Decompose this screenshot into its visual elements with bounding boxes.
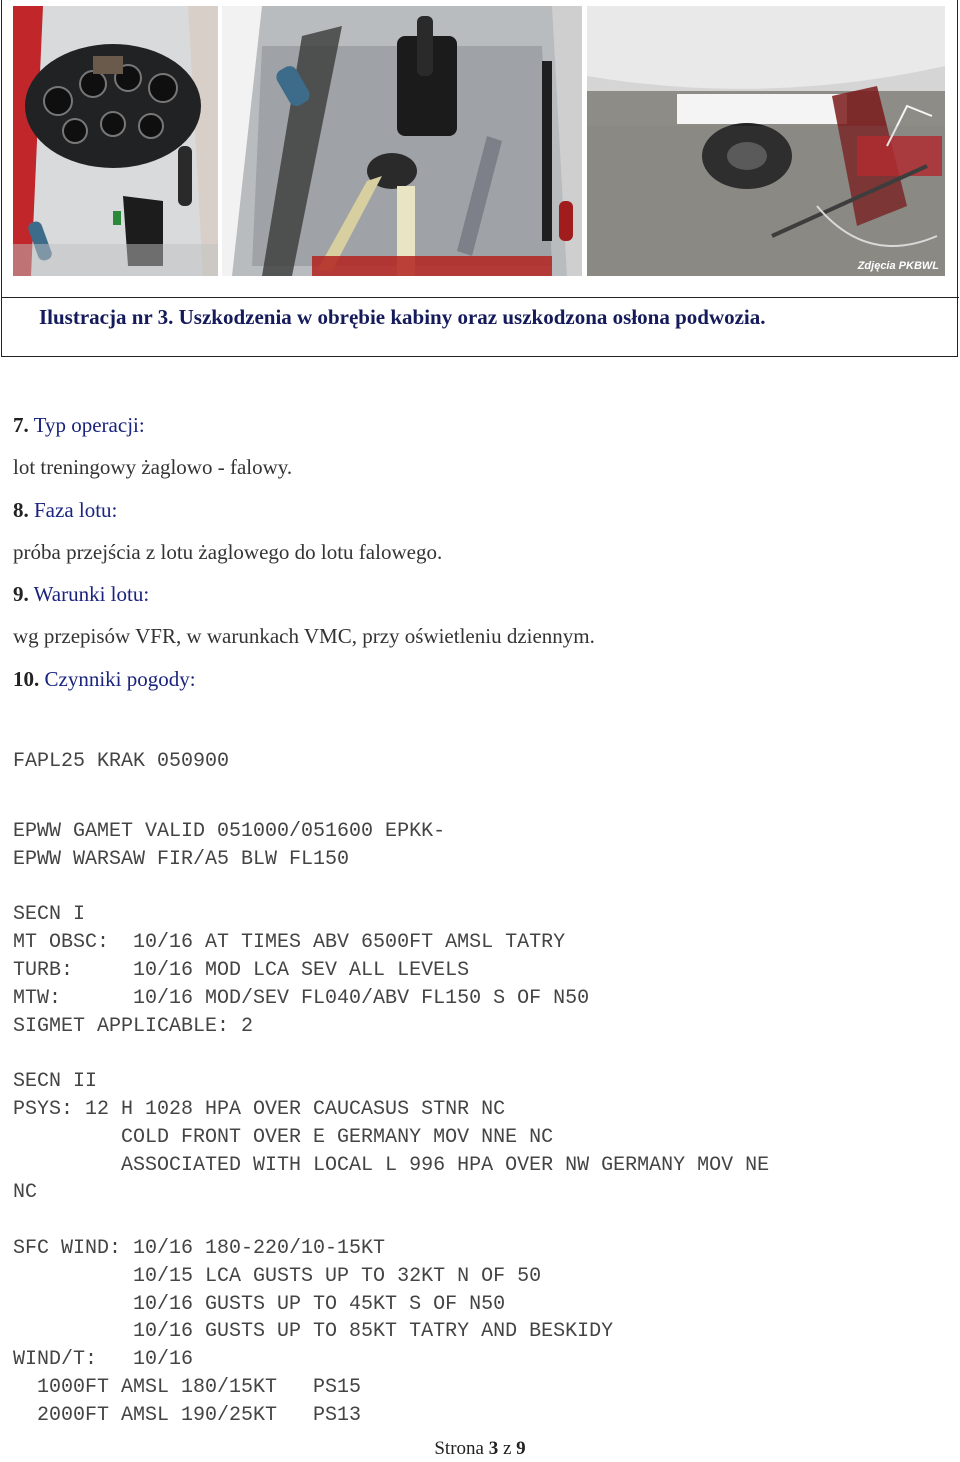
- section-title: Faza lotu:: [34, 498, 118, 522]
- gamet-line: 10/16 GUSTS UP TO 85KT TATRY AND BESKIDY: [13, 1320, 614, 1344]
- gamet-line: NC: [13, 1181, 38, 1205]
- gamet-line: 1000FT AMSL 180/15KT PS15: [13, 1375, 362, 1399]
- current-page-number: 3: [488, 1438, 499, 1459]
- gamet-line: [13, 874, 769, 902]
- gamet-line: 2000FT AMSL 190/25KT PS13: [13, 1403, 362, 1427]
- section-9-text: wg przepisów VFR, w warunkach VMC, przy oświetleniu dziennym.: [13, 624, 595, 648]
- gamet-line: SECN I: [13, 903, 86, 927]
- section-number: 9.: [13, 582, 29, 606]
- section-8-heading: [13, 498, 117, 523]
- gamet-line: ASSOCIATED WITH LOCAL L 996 HPA OVER NW GERMANY MOV NE: [13, 1153, 770, 1177]
- section-7-heading: [13, 413, 145, 438]
- section-10-heading: [13, 667, 196, 692]
- gamet-line: PSYS: 12 H 1028 HPA OVER CAUCASUS STNR NC: [13, 1097, 506, 1121]
- gamet-line: SIGMET APPLICABLE: 2: [13, 1014, 254, 1038]
- page-footer: [0, 1438, 960, 1460]
- section-number: 8.: [13, 498, 29, 522]
- gamet-line: WIND/T: 10/16: [13, 1348, 194, 1372]
- gamet-line: MTW: 10/16 MOD/SEV FL040/ABV FL150 S OF N50: [13, 986, 590, 1010]
- gamet-line: SFC WIND: 10/16 180-220/10-15KT: [13, 1236, 386, 1260]
- landing-gear-cover-photo: [587, 6, 945, 276]
- gamet-line: MT OBSC: 10/16 AT TIMES ABV 6500FT AMSL TATRY: [13, 931, 566, 955]
- footer-separator: z: [498, 1438, 517, 1459]
- cockpit-instrument-panel-photo: [13, 6, 218, 276]
- weather-report-header: FAPL25 KRAK 050900: [13, 750, 230, 773]
- figure-frame: [1, 0, 958, 357]
- section-title: Czynniki pogody:: [44, 667, 196, 691]
- section-number: 7.: [13, 413, 29, 437]
- gamet-line: [13, 1207, 769, 1235]
- section-8-text: próba przejścia z lotu żaglowego do lotu falowego.: [13, 540, 443, 564]
- gamet-line: EPWW WARSAW FIR/A5 BLW FL150: [13, 847, 350, 871]
- section-7-text: lot treningowy żaglowo - falowy.: [13, 455, 293, 479]
- photo-row: [2, 0, 959, 298]
- section-number: 10.: [13, 667, 40, 691]
- gamet-line: [13, 1040, 769, 1068]
- figure-caption: Ilustracja nr 3. Uszkodzenia w obrębie kabiny oraz uszkodzona osłona podwozia.: [39, 305, 766, 329]
- footer-prefix: Strona: [434, 1438, 489, 1459]
- gamet-line: EPWW GAMET VALID 051000/051600 EPKK-: [13, 820, 446, 843]
- section-title: Warunki lotu:: [33, 582, 150, 606]
- section-9-heading: [13, 582, 149, 607]
- gamet-forecast: [13, 818, 769, 1430]
- photo-watermark: Zdjęcia PKBWL: [857, 260, 939, 272]
- section-title: Typ operacji:: [33, 413, 145, 437]
- gamet-line: SECN II: [13, 1070, 98, 1094]
- gamet-line: TURB: 10/16 MOD LCA SEV ALL LEVELS: [13, 958, 470, 982]
- cockpit-floor-photo: [222, 6, 582, 276]
- gamet-line: 10/15 LCA GUSTS UP TO 32KT N OF 50: [13, 1264, 542, 1288]
- total-page-count: 9: [516, 1438, 526, 1459]
- gamet-line: 10/16 GUSTS UP TO 45KT S OF N50: [13, 1292, 506, 1316]
- gamet-line: COLD FRONT OVER E GERMANY MOV NNE NC: [13, 1125, 554, 1149]
